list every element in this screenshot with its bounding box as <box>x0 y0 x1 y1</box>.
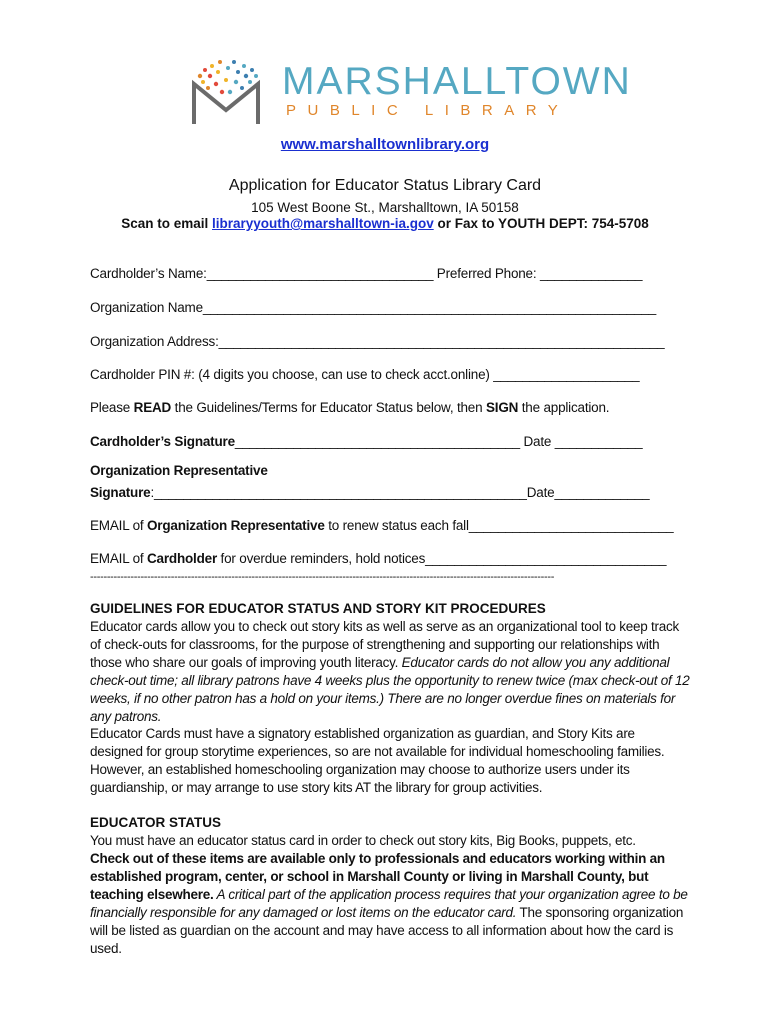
org-representative-signature-field[interactable] <box>90 485 700 500</box>
educator-status-italic: A critical part of the application process requires that your organization agree to be financially responsible for any damaged or lost items on the educator card. <box>90 887 688 920</box>
cardholder-signature-label: Cardholder’s Signature <box>90 434 235 449</box>
guidelines-p1-plain: Educator cards allow you to check out story kits as well as serve as an organizational tool to keep track of check-outs for classrooms, for the purpose of strengthening and supporting our relationships with those who share our goals of improving youth literacy. <box>90 619 680 670</box>
scan-instructions <box>0 216 770 231</box>
cardholder-signature-field[interactable] <box>90 434 700 449</box>
email-holder-suffix[interactable]: for overdue reminders, hold notices_________________________________ <box>217 551 667 566</box>
sign-bold: SIGN <box>485 400 519 415</box>
cardholder-name-field[interactable]: Cardholder’s Name:_______________________________ Preferred Phone: ______________ <box>90 266 643 281</box>
website-link[interactable]: www.marshalltownlibrary.org <box>280 136 490 153</box>
guidelines-p1-italic: Educator cards do not allow you any additional check-out time; all library patrons have 4 weeks plus the opportunity to renew twice (max check-out of 12 weeks, if no other patron has a hold on your items.) There are no longer overdue fines on materials for any patrons. <box>90 655 690 724</box>
signature-label: Signature <box>90 485 151 500</box>
educator-status-bold: Check out of these items are available only to professionals and educators working within an established program, center, or school in Marshall County or living in Marshall County, but teaching elsewhere. <box>90 851 665 902</box>
scan-suffix: or Fax to YOUTH DEPT: 754-5708 <box>433 216 649 231</box>
read-bold: READ <box>133 400 172 415</box>
read-sign-instruction <box>90 400 700 415</box>
guidelines-paragraph-2: Educator Cards must have a signatory established organization as guardian, and Story Kits are designed for group storytime experiences, so are not available for individual homeschooling families. However, an established homeschooling organization may choose to authorize users under its guardianship, or may arrange to use story kits AT the library for group activities. <box>90 726 665 795</box>
guidelines-heading: GUIDELINES FOR EDUCATOR STATUS AND STORY KIT PROCEDURES <box>90 601 546 616</box>
educator-status-heading: EDUCATOR STATUS <box>90 815 221 830</box>
dashed-divider: ------------------------------------------------------------------------------------------------------------------------------------------ <box>90 571 555 583</box>
cardholder-email-field[interactable] <box>90 551 700 566</box>
signature-line[interactable]: :___________________________________________________Date_____________ <box>150 485 650 500</box>
read-prefix: Please <box>90 400 134 415</box>
cardholder-pin-field[interactable]: Cardholder PIN #: (4 digits you choose, can use to check acct.online) ____________________ <box>90 367 640 382</box>
library-address: 105 West Boone St., Marshalltown, IA 50158 <box>251 200 519 215</box>
guidelines-paragraph-1 <box>90 618 690 726</box>
organization-address-field[interactable]: Organization Address:_____________________________________________________________ <box>90 334 665 349</box>
form-title: Application for Educator Status Library Card <box>228 177 542 194</box>
org-representative-email-field[interactable] <box>90 518 700 533</box>
educator-status-paragraph <box>90 832 690 958</box>
educator-status-plain: The sponsoring organization will be listed as guardian on the account and may have access to all information about how the card is used. <box>90 905 684 956</box>
email-rep-bold: Organization Representative <box>146 518 325 533</box>
scan-prefix: Scan to email <box>121 216 212 231</box>
logo-subtitle: PUBLIC LIBRARY <box>286 102 570 119</box>
email-rep-prefix: EMAIL of <box>90 518 147 533</box>
email-rep-suffix[interactable]: to renew status each fall____________________________ <box>324 518 674 533</box>
org-representative-label: Organization Representative <box>90 463 268 478</box>
educator-status-line1: You must have an educator status card in order to check out story kits, Big Books, puppets, etc. <box>90 833 636 848</box>
library-logo <box>190 58 632 128</box>
organization-name-field[interactable]: Organization Name______________________________________________________________ <box>90 300 657 315</box>
email-holder-prefix: EMAIL of <box>90 551 147 566</box>
library-logo-icon <box>190 58 262 128</box>
read-middle: the Guidelines/Terms for Educator Status below, then <box>171 400 486 415</box>
cardholder-signature-line[interactable]: _______________________________________ Date ____________ <box>234 434 643 449</box>
logo-title: MARSHALLTOWN <box>282 60 632 103</box>
read-suffix: the application. <box>518 400 610 415</box>
email-holder-bold: Cardholder <box>146 551 217 566</box>
email-link[interactable]: libraryyouth@marshalltown-ia.gov <box>212 216 434 231</box>
